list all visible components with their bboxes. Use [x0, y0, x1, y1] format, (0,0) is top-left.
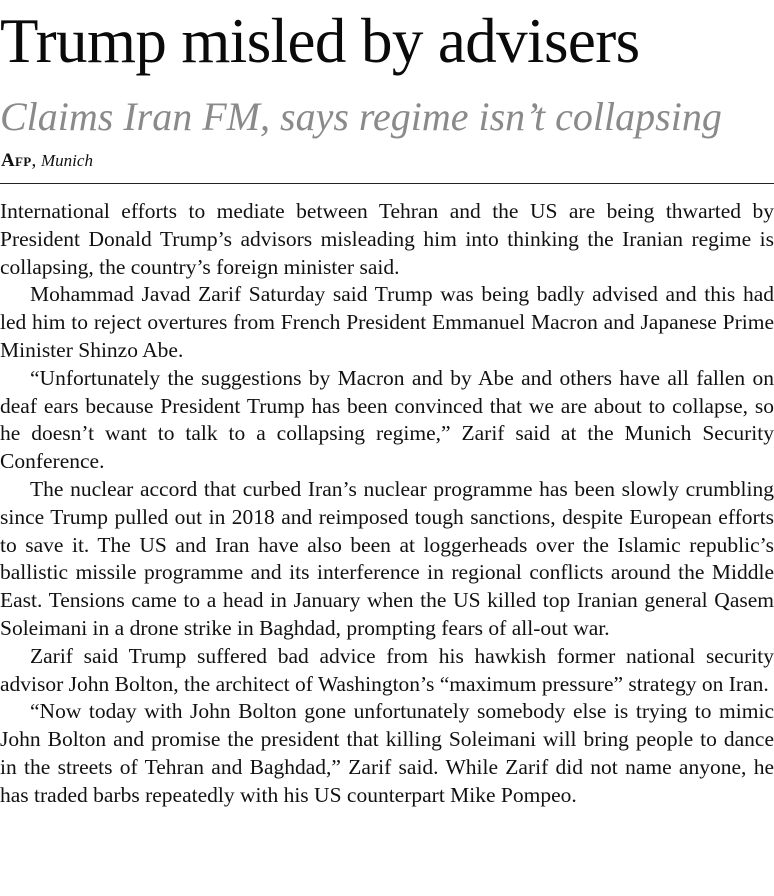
paragraph-4: The nuclear accord that curbed Iran’s nuclear programme has been slowly crumbling since Trump pulled out in 2018 and reimposed tough sanctions, despite European efforts to save it. The US and Iran have also been at loggerheads over the Islamic republic’s ballistic missile programme and its interference in regional conflicts around the Middle East. Tensions came to a head in January when the US killed top Iranian general Qasem Soleimani in a drone strike in Baghdad, prompting fears of all-out war. — [0, 476, 774, 640]
headline: Trump misled by advisers — [0, 6, 640, 76]
byline-separator: , — [31, 150, 37, 171]
byline — [1, 148, 93, 174]
paragraph-1: International efforts to mediate between Tehran and the US are being thwarted by President Donald Trump’s advisors misleading him into thinking the Iranian regime is collapsing, the country’s foreign minister said. — [0, 199, 774, 279]
paragraph-2: Mohammad Javad Zarif Saturday said Trump was being badly advised and this had led him to reject overtures from French President Emmanuel Macron and Japanese Prime Minister Shinzo Abe. — [0, 282, 774, 362]
article-body — [0, 198, 774, 810]
paragraph-6: “Now today with John Bolton gone unfortunately somebody else is trying to mimic John Bolton and promise the president that killing Soleimani will bring people to dance in the streets of Tehran and Baghdad,” Zarif said. While Zarif did not name anyone, he has traded barbs repeatedly with his US counterpart Mike Pompeo. — [0, 699, 774, 807]
subheadline: Claims Iran FM, says regime isn’t collapsing — [0, 94, 722, 139]
paragraph-3: “Unfortunately the suggestions by Macron and by Abe and others have all fallen on deaf ears because President Trump has been convinced that we are about to collapse, so he doesn’t want to talk to a collapsing regime,” Zarif said at the Munich Security Conference. — [0, 365, 774, 474]
byline-agency: Afp — [1, 150, 32, 171]
byline-location: Munich — [41, 151, 93, 170]
header-divider — [0, 183, 774, 184]
paragraph-5: Zarif said Trump suffered bad advice from his hawkish former national security advisor John Bolton, the architect of Washington’s “maximum pressure” strategy on Iran. — [0, 643, 774, 696]
